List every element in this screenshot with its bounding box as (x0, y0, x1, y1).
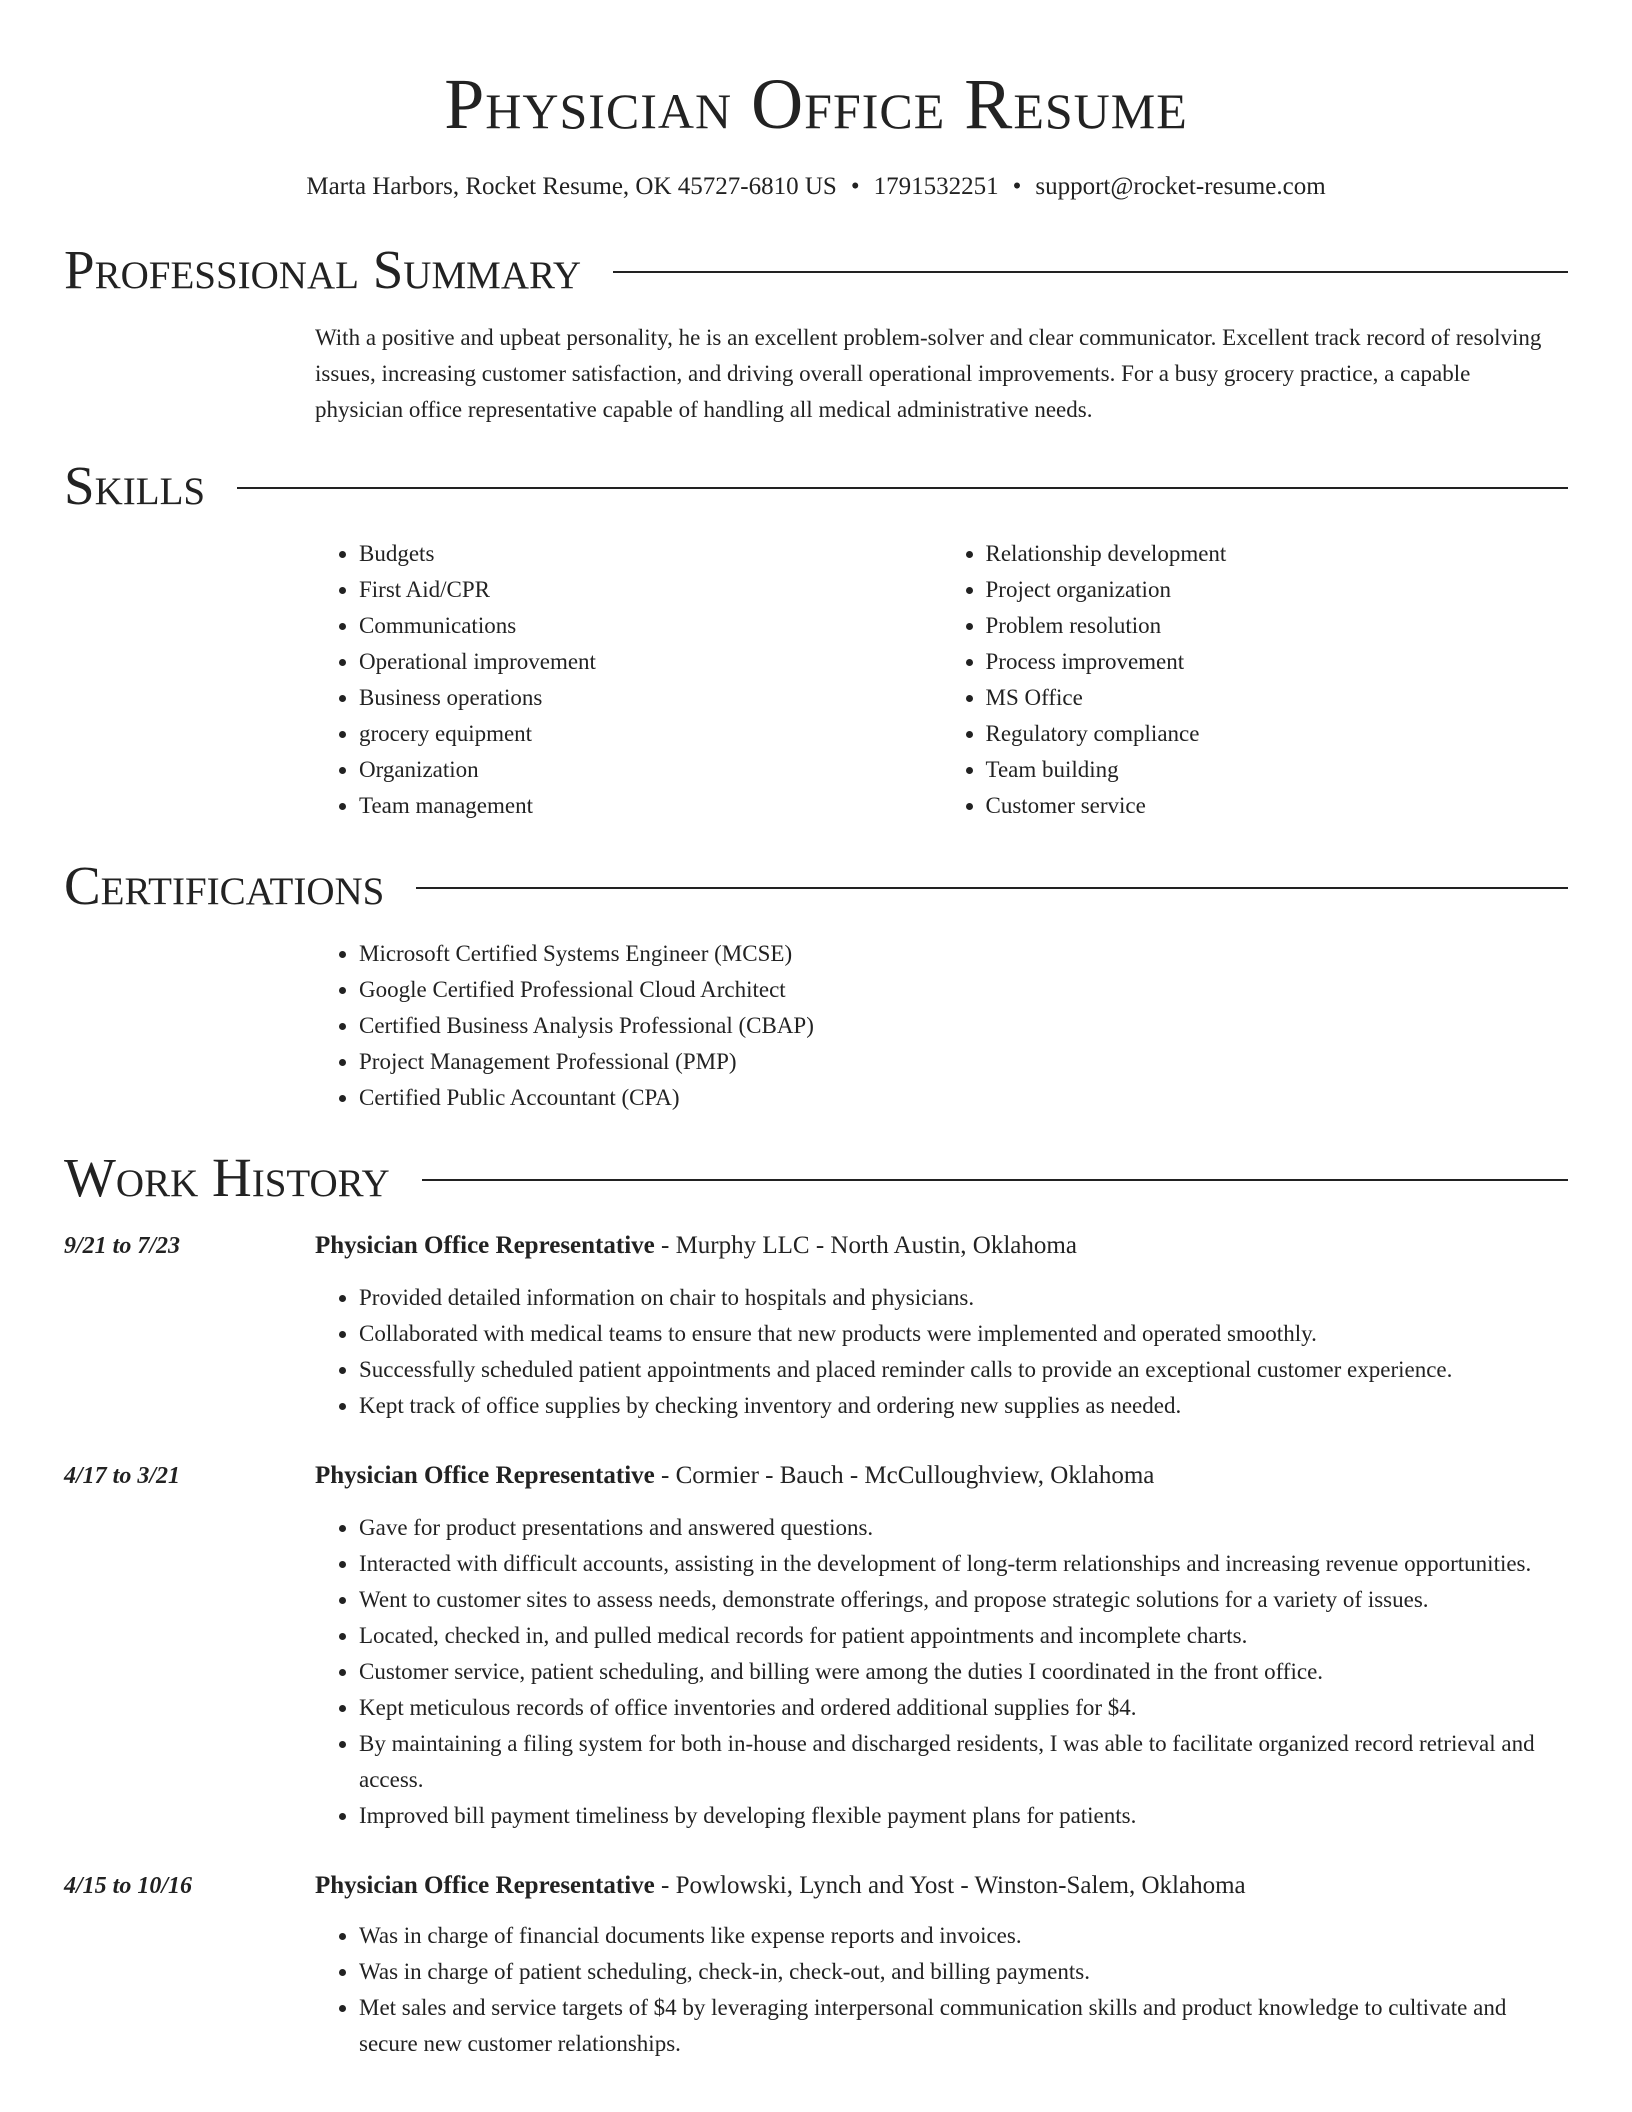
job-title-line (315, 1228, 1568, 1264)
job-company-location: - Murphy LLC - North Austin, Oklahoma (654, 1232, 1077, 1259)
certification-item: • Microsoft Certified Systems Engineer (MCSE) (359, 936, 1568, 972)
job-company-location: - Cormier - Bauch - McCulloughview, Oklahoma (654, 1462, 1155, 1489)
job-bullet: • Went to customer sites to assess needs, demonstrate offerings, and propose strategic solutions for a variety of issues. (359, 1582, 1568, 1618)
contact-phone: 1791532251 (873, 173, 999, 200)
skills-heading: Skills (64, 455, 206, 516)
skills-section-header (64, 454, 1568, 518)
skill-item: • First Aid/CPR (359, 572, 942, 608)
job-bullets (315, 1918, 1568, 2062)
skill-item: • Relationship development (986, 536, 1569, 572)
job-role: Physician Office Representative (315, 1462, 655, 1489)
job-dates: 9/21 to 7/23 (64, 1233, 181, 1259)
skills-list-left (315, 536, 942, 824)
skills-list-right (942, 536, 1569, 824)
summary-heading: Professional Summary (64, 239, 582, 300)
summary-section-header (64, 238, 1568, 302)
certifications-section (315, 936, 1568, 1116)
job-bullet: • Was in charge of patient scheduling, check-in, check-out, and billing payments. (359, 1954, 1568, 1990)
contact-separator: • (1012, 173, 1022, 200)
summary-text: With a positive and upbeat personality, he is an excellent problem-solver and clear communicator. Excellent track record of resolving issues, increasing customer satisfaction, and driving overall operational improvements. For a busy grocery practice, a capable physician office representative capable of handling all medical administrative needs. (315, 325, 1542, 422)
section-divider (416, 887, 1568, 889)
certification-item: • Google Certified Professional Cloud Architect (359, 972, 1568, 1008)
skill-item: • Operational improvement (359, 644, 942, 680)
job-bullet: • Interacted with difficult accounts, assisting in the development of long-term relationships and increasing revenue opportunities. (359, 1546, 1568, 1582)
job-bullet: • Improved bill payment timeliness by developing flexible payment plans for patients. (359, 1798, 1568, 1834)
job-bullet: • Collaborated with medical teams to ensure that new products were implemented and operated smoothly. (359, 1316, 1568, 1352)
job-bullet: • Was in charge of financial documents like expense reports and invoices. (359, 1918, 1568, 1954)
job-entry (64, 1868, 1568, 2062)
section-divider (422, 1179, 1568, 1181)
job-details (315, 1868, 1568, 2062)
skill-item: • grocery equipment (359, 716, 942, 752)
resume-page (64, 0, 1568, 2062)
skill-item: • Team building (986, 752, 1569, 788)
certification-item: • Project Management Professional (PMP) (359, 1044, 1568, 1080)
skill-item: • Team management (359, 788, 942, 824)
skill-item: • Organization (359, 752, 942, 788)
skill-item: • Problem resolution (986, 608, 1569, 644)
job-details (315, 1458, 1568, 1834)
job-role: Physician Office Representative (315, 1232, 655, 1259)
job-bullet: • Met sales and service targets of $4 by leveraging interpersonal communication skills and product knowledge to cultivate and secure new customer relationships. (359, 1990, 1568, 2062)
skill-item: • Project organization (986, 572, 1569, 608)
contact-line (64, 170, 1568, 204)
skill-item: • MS Office (986, 680, 1569, 716)
job-bullet: • Kept track of office supplies by checking inventory and ordering new supplies as needed. (359, 1388, 1568, 1424)
job-entry (64, 1228, 1568, 1424)
job-entry (64, 1458, 1568, 1834)
skill-item: • Business operations (359, 680, 942, 716)
job-bullets (315, 1510, 1568, 1834)
job-bullet: • Gave for product presentations and answered questions. (359, 1510, 1568, 1546)
skill-item: • Budgets (359, 536, 942, 572)
contact-email[interactable]: support@rocket-resume.com (1035, 173, 1326, 200)
certifications-list (315, 936, 1568, 1116)
job-bullet: • Kept meticulous records of office inventories and ordered additional supplies for $4. (359, 1690, 1568, 1726)
job-company-location: - Powlowski, Lynch and Yost - Winston-Salem, Oklahoma (654, 1872, 1246, 1899)
job-bullet: • By maintaining a filing system for both in-house and discharged residents, I was able to facilitate organized record retrieval and access. (359, 1726, 1568, 1798)
job-title-line (315, 1458, 1568, 1494)
certification-item: • Certified Business Analysis Professional (CBAP) (359, 1008, 1568, 1044)
job-bullet: • Successfully scheduled patient appointments and placed reminder calls to provide an exceptional customer experience. (359, 1352, 1568, 1388)
work-history-section-header (64, 1146, 1568, 1210)
skills-section (315, 536, 1568, 824)
certifications-heading: Certifications (64, 855, 385, 916)
section-divider (237, 487, 1568, 489)
job-bullets (315, 1280, 1568, 1424)
work-history-heading: Work History (64, 1147, 390, 1208)
skill-item: • Communications (359, 608, 942, 644)
job-dates: 4/17 to 3/21 (64, 1463, 181, 1489)
contact-address: Marta Harbors, Rocket Resume, OK 45727-6810 US (306, 173, 837, 200)
job-details (315, 1228, 1568, 1424)
section-divider (613, 271, 1568, 273)
skill-item: • Process improvement (986, 644, 1569, 680)
job-bullet: • Located, checked in, and pulled medical records for patient appointments and incomplete charts. (359, 1618, 1568, 1654)
job-dates: 4/15 to 10/16 (64, 1873, 193, 1899)
skill-item: • Regulatory compliance (986, 716, 1569, 752)
contact-separator: • (850, 173, 860, 200)
certification-item: • Certified Public Accountant (CPA) (359, 1080, 1568, 1116)
skill-item: • Customer service (986, 788, 1569, 824)
work-history-section (64, 1228, 1568, 2062)
certifications-section-header (64, 854, 1568, 918)
page-title: Physician Office Resume (444, 64, 1188, 144)
job-bullet: • Provided detailed information on chair to hospitals and physicians. (359, 1280, 1568, 1316)
job-role: Physician Office Representative (315, 1872, 655, 1899)
job-bullet: • Customer service, patient scheduling, and billing were among the duties I coordinated in the front office. (359, 1654, 1568, 1690)
summary-section (315, 320, 1568, 428)
job-title-line (315, 1868, 1568, 1904)
skills-grid (315, 536, 1568, 824)
